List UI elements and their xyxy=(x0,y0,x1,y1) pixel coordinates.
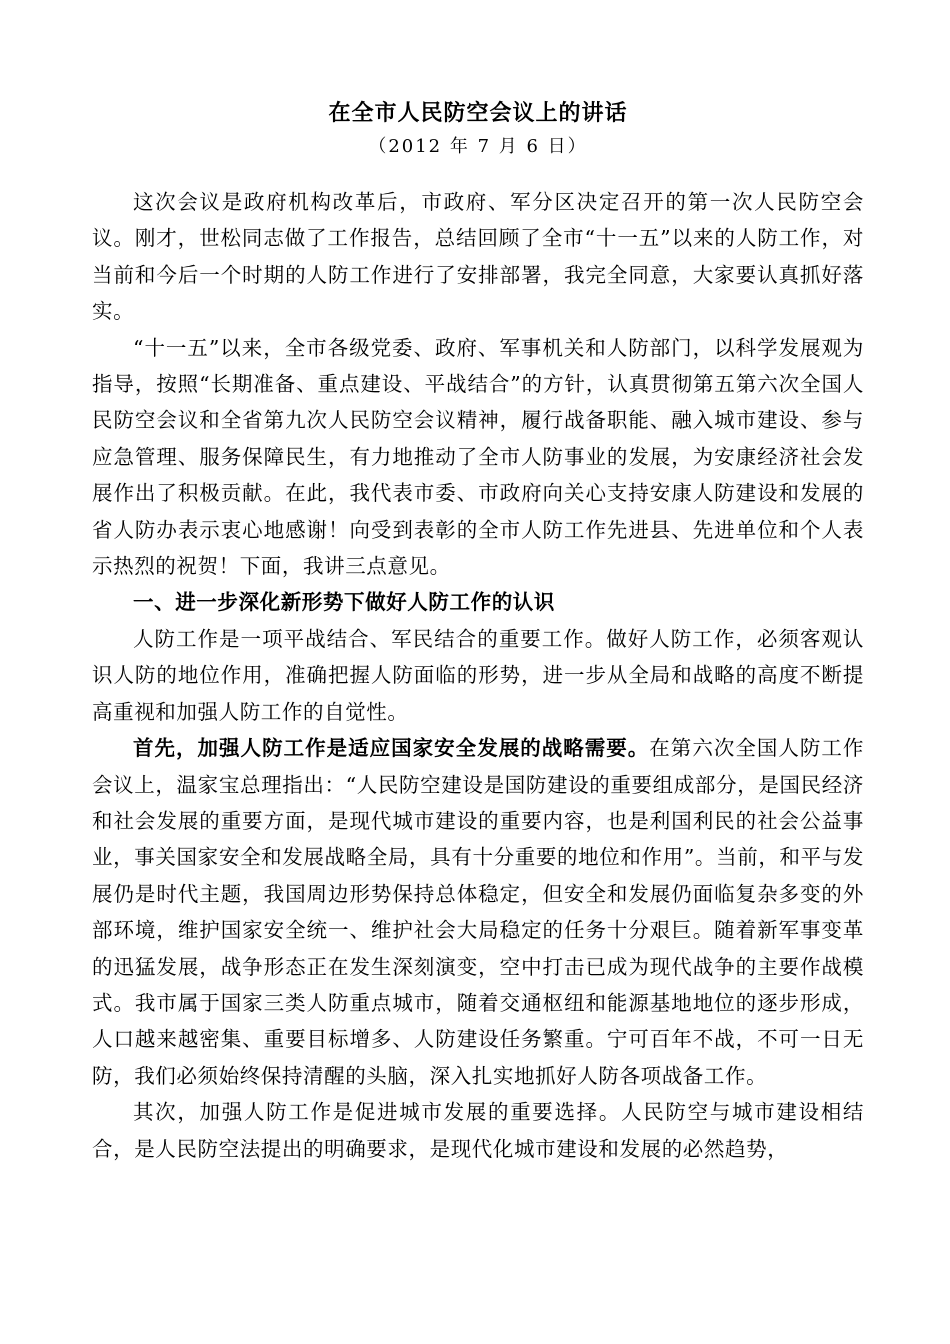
first-point-lead: 首先，加强人防工作是适应国家安全发展的战略需要。 xyxy=(133,736,650,761)
section-1-intro: 人防工作是一项平战结合、军民结合的重要工作。做好人防工作，必须客观认识人防的地位作用，准确把握人防面临的形势，进一步从全局和战略的高度不断提高重视和加强人防工作的自觉性。 xyxy=(92,626,864,724)
document-title: 在全市人民防空会议上的讲话 xyxy=(328,100,628,126)
second-point-paragraph: 其次，加强人防工作是促进城市发展的重要选择。人民防空与城市建设相结合，是人民防空法提出的明确要求，是现代化城市建设和发展的必然趋势， xyxy=(92,1100,864,1161)
intro-paragraph: 这次会议是政府机构改革后，市政府、军分区决定召开的第一次人民防空会议。刚才，世松同志做了工作报告，总结回顾了全市“十一五”以来的人防工作，对当前和今后一个时期的人防工作进行了安排部署，我完全同意，大家要认真抓好落实。 xyxy=(92,190,864,324)
section-heading-1: 一、进一步深化新形势下做好人防工作的认识 xyxy=(133,590,555,615)
first-point-body: 在第六次全国人防工作会议上，温家宝总理指出：“人民防空建设是国防建设的重要组成部分，是国民经济和社会发展的重要方面，是现代城市建设的重要内容，也是利国利民的社会公益事业，事关国家安全和发展战略全局，具有十分重要的地位和作用”。当前，和平与发展仍是时代主题，我国周边形势保持总体稳定，但安全和发展仍面临复杂多变的外部环境，维护国家安全统一、维护社会大局稳定的任务十分艰巨。随着新军事变革的迅猛发展，战争形态正在发生深刻演变，空中打击已成为现代战争的主要作战模式。我市属于国家三类人防重点城市，随着交通枢纽和能源基地地位的逐步形成，人口越来越密集、重要目标增多、人防建设任务繁重。宁可百年不战，不可一日无防，我们必须始终保持清醒的头脑，深入扎实地抓好人防各项战备工作。 xyxy=(92,736,865,1088)
first-point-paragraph xyxy=(92,730,864,1094)
document-page xyxy=(92,96,864,1167)
review-paragraph: “十一五”以来，全市各级党委、政府、军事机关和人防部门，以科学发展观为指导，按照“长期准备、重点建设、平战结合”的方针，认真贯彻第五第六次全国人民防空会议和全省第九次人民防空会议精神，履行战备职能、融入城市建设、参与应急管理、服务保障民生，有力地推动了全市人防事业的发展，为安康经济社会发展作出了积极贡献。在此，我代表市委、市政府向关心支持安康人防建设和发展的省人防办表示衷心地感谢！向受到表彰的全市人防工作先进县、先进单位和个人表示热烈的祝贺！下面，我讲三点意见。 xyxy=(92,335,864,579)
document-date: （2012 年 7 月 6 日） xyxy=(368,136,588,157)
